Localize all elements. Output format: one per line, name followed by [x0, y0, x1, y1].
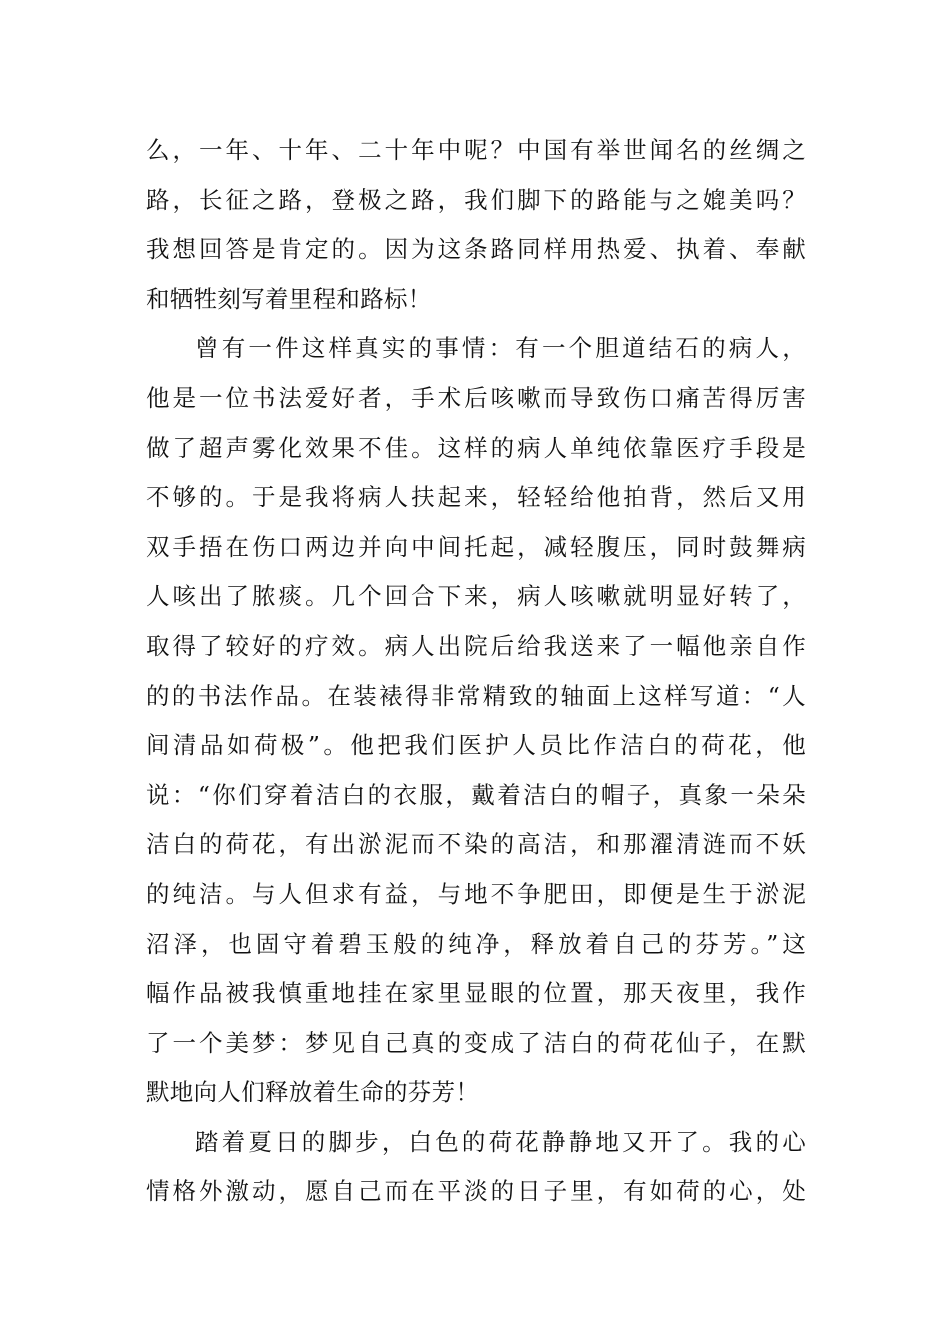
text-line: 默地向人们释放着生命的芬芳！	[146, 1078, 480, 1107]
text-line: 的纯洁。与人但求有益，与地不争肥田，即便是生于淤泥	[146, 879, 806, 908]
text-line: 路，长征之路，登极之路，我们脚下的路能与之媲美吗？	[146, 185, 806, 214]
text-line: 沼泽，也固守着碧玉般的纯净，释放着自己的芬芳。”这	[146, 929, 806, 958]
text-line: 说：“你们穿着洁白的衣服，戴着洁白的帽子，真象一朵朵	[146, 780, 806, 809]
text-line: 和牺牲刻写着里程和路标！	[146, 284, 432, 313]
document-body	[146, 126, 806, 1217]
text-line: 我想回答是肯定的。因为这条路同样用热爱、执着、奉献	[146, 235, 806, 264]
text-line: 了一个美梦：梦见自己真的变成了洁白的荷花仙子，在默	[146, 1028, 806, 1057]
text-line: 不够的。于是我将病人扶起来，轻轻给他拍背，然后又用	[146, 483, 806, 512]
text-line: 人咳出了脓痰。几个回合下来，病人咳嗽就明显好转了，	[146, 582, 806, 611]
text-line: 双手捂在伤口两边并向中间托起，减轻腹压，同时鼓舞病	[146, 532, 806, 561]
text-line: 踏着夏日的脚步，白色的荷花静静地又开了。我的心	[195, 1127, 806, 1156]
text-line: 取得了较好的疗效。病人出院后给我送来了一幅他亲自作	[146, 631, 806, 660]
text-line: 做了超声雾化效果不佳。这样的病人单纯依靠医疗手段是	[146, 433, 806, 462]
text-line: 幅作品被我慎重地挂在家里显眼的位置，那天夜里，我作	[146, 979, 806, 1008]
text-line: 曾有一件这样真实的事情：有一个胆道结石的病人，	[195, 334, 806, 363]
text-line: 么，一年、十年、二十年中呢？中国有举世闻名的丝绸之	[146, 136, 806, 164]
text-line: 情格外激动，愿自己而在平淡的日子里，有如荷的心，处	[146, 1177, 806, 1206]
text-line: 他是一位书法爱好者，手术后咳嗽而导致伤口痛苦得厉害	[146, 383, 806, 412]
text-line: 的的书法作品。在装裱得非常精致的轴面上这样写道：“人	[146, 681, 806, 710]
text-line: 洁白的荷花，有出淤泥而不染的高洁，和那濯清涟而不妖	[146, 830, 806, 859]
text-line: 间清品如荷极”。他把我们医护人员比作洁白的荷花，他	[146, 731, 806, 760]
